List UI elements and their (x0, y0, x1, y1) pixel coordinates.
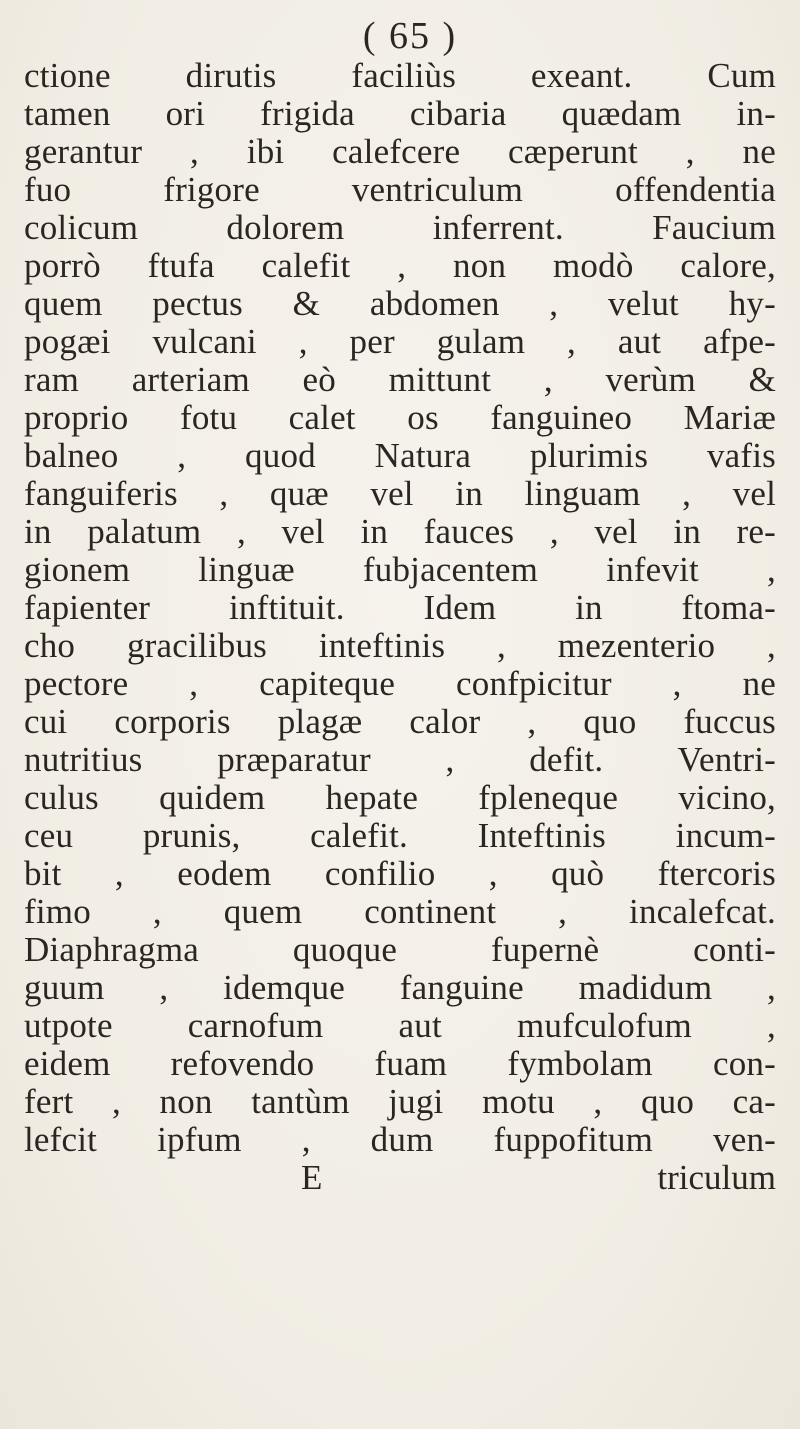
text-line: guum , idemque fanguine madidum , (24, 968, 776, 1007)
text-line: pectore , capiteque confpicitur , ne (24, 664, 776, 703)
page-footer (24, 1159, 776, 1197)
text-line: proprio fotu calet os fanguineo Mariæ (24, 398, 776, 437)
text-line: nutritius præparatur , defit. Ventri- (24, 740, 776, 779)
text-line: fanguiferis , quæ vel in linguam , vel (24, 474, 776, 513)
text-line: cui corporis plagæ calor , quo fuccus (24, 702, 776, 741)
text-line: gionem linguæ fubjacentem infevit , (24, 550, 776, 589)
signature-mark: E (301, 1158, 323, 1197)
body-text (24, 57, 776, 1197)
text-line: fimo , quem continent , incalefcat. (24, 892, 776, 931)
page-number: ( 65 ) (362, 15, 458, 57)
text-line: cho gracilibus inteftinis , mezenterio , (24, 626, 776, 665)
text-line: fapienter inftituit. Idem in ftoma- (24, 588, 776, 627)
text-line: fert , non tantùm jugi motu , quo ca- (24, 1082, 776, 1121)
text-line: in palatum , vel in fauces , vel in re- (24, 512, 776, 551)
text-line: balneo , quod Natura plurimis vafis (24, 436, 776, 475)
text-line: porrò ftufa calefit , non modò calore, (24, 246, 776, 285)
text-line: culus quidem hepate fpleneque vicino, (24, 778, 776, 817)
text-line: pogæi vulcani , per gulam , aut afpe- (24, 322, 776, 361)
text-line: eidem refovendo fuam fymbolam con- (24, 1044, 776, 1083)
text-line: ceu prunis, calefit. Inteftinis incum- (24, 816, 776, 855)
text-line: gerantur , ibi calefcere cæperunt , ne (24, 132, 776, 171)
text-line: colicum dolorem inferrent. Faucium (24, 208, 776, 247)
text-line: utpote carnofum aut mufculofum , (24, 1006, 776, 1045)
text-line: quem pectus & abdomen , velut hy- (24, 284, 776, 323)
text-line: ram arteriam eò mittunt , verùm & (24, 360, 776, 399)
text-line: Diaphragma quoque fupernè conti- (24, 930, 776, 969)
text-line: ctione dirutis faciliùs exeant. Cum (24, 56, 776, 95)
text-line: tamen ori frigida cibaria quædam in- (24, 94, 776, 133)
text-line: bit , eodem confilio , quò ftercoris (24, 854, 776, 893)
text-line: lefcit ipfum , dum fuppofitum ven- (24, 1120, 776, 1159)
text-line: fuo frigore ventriculum offendentia (24, 170, 776, 209)
catchword: triculum (657, 1158, 776, 1197)
